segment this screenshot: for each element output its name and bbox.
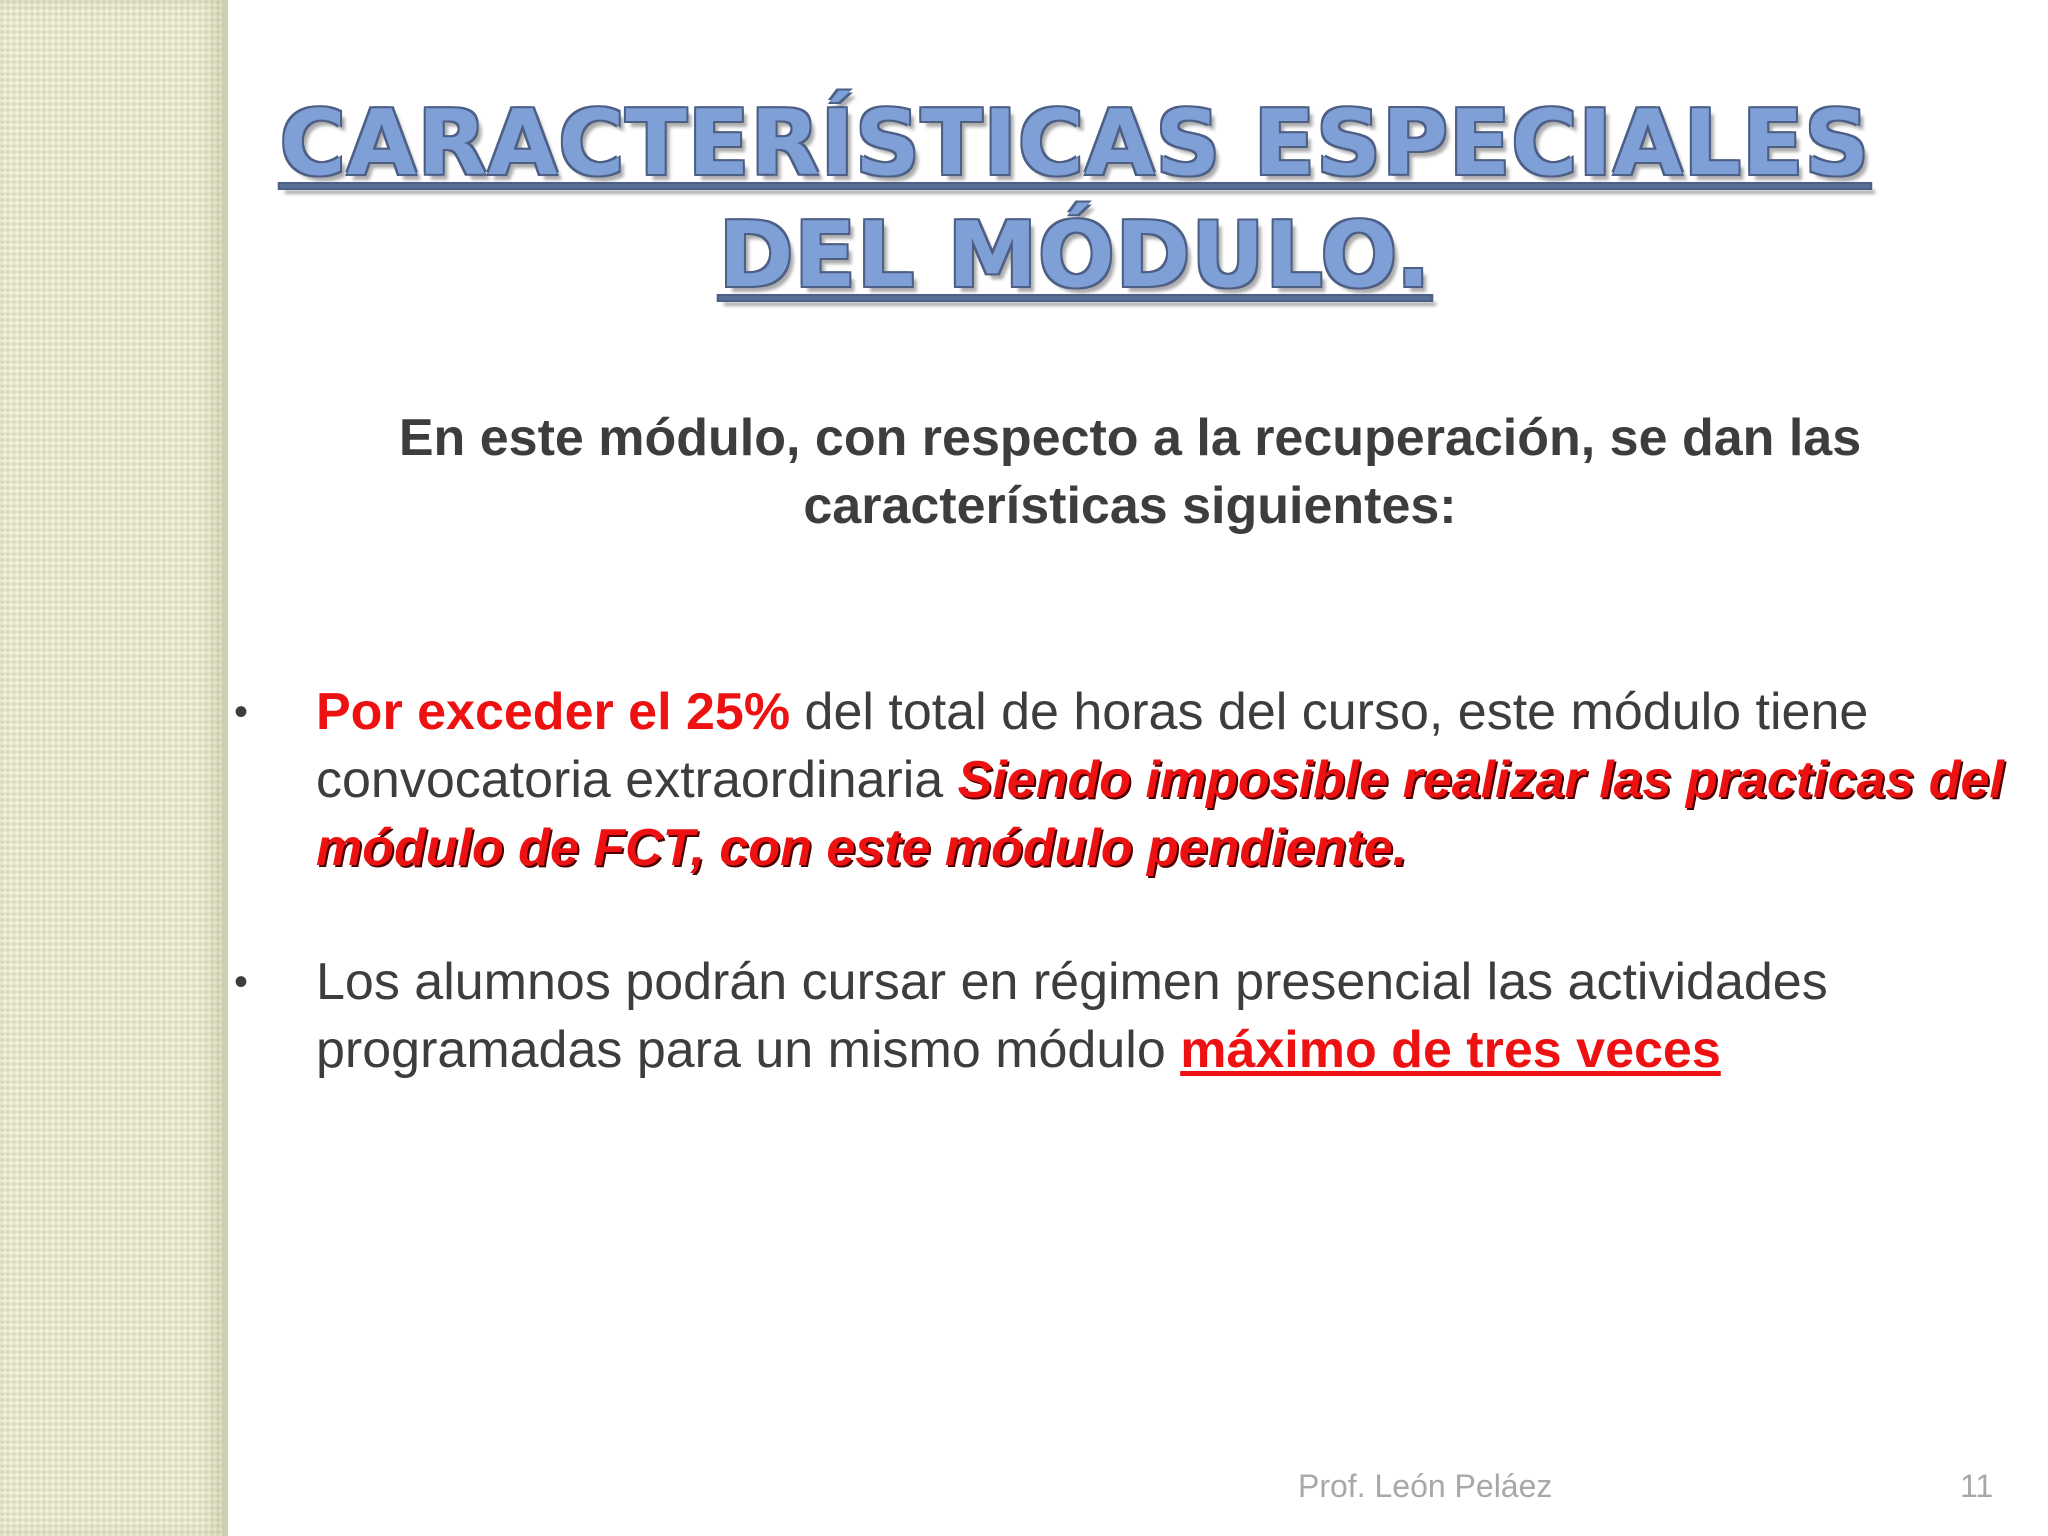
bullet-dot-icon: • — [234, 690, 249, 734]
bullet-highlight: máximo de tres veces — [1180, 1021, 1721, 1079]
intro-paragraph: En este módulo, con respecto a la recuperación, se dan las características siguientes: — [398, 409, 1862, 535]
slide-title: CARACTERÍSTICAS ESPECIALES DEL MÓDULO. — [279, 91, 1871, 308]
bullet-dot-icon: • — [234, 960, 249, 1004]
bullet-text: del total de horas del curso, este módulo tiene convocatoria extraordinaria — [316, 683, 1869, 809]
bullet-item-max-attempts — [230, 948, 2030, 1084]
page-number: 11 — [1960, 1468, 1994, 1504]
bullet-text: Los alumnos podrán cursar en régimen presencial las actividades programadas para un mismo módulo — [316, 953, 1828, 1079]
bullet-highlight: Siendo imposible realizar las practicas del módulo de FCT, con este módulo pendiente. — [316, 751, 2004, 877]
bullet-emphasis: Por exceder el 25% — [316, 683, 791, 741]
bullet-list — [230, 678, 2030, 1084]
bullet-item-extraordinary-exam — [230, 678, 2030, 882]
footer-author: Prof. León Peláez — [1298, 1468, 1553, 1504]
